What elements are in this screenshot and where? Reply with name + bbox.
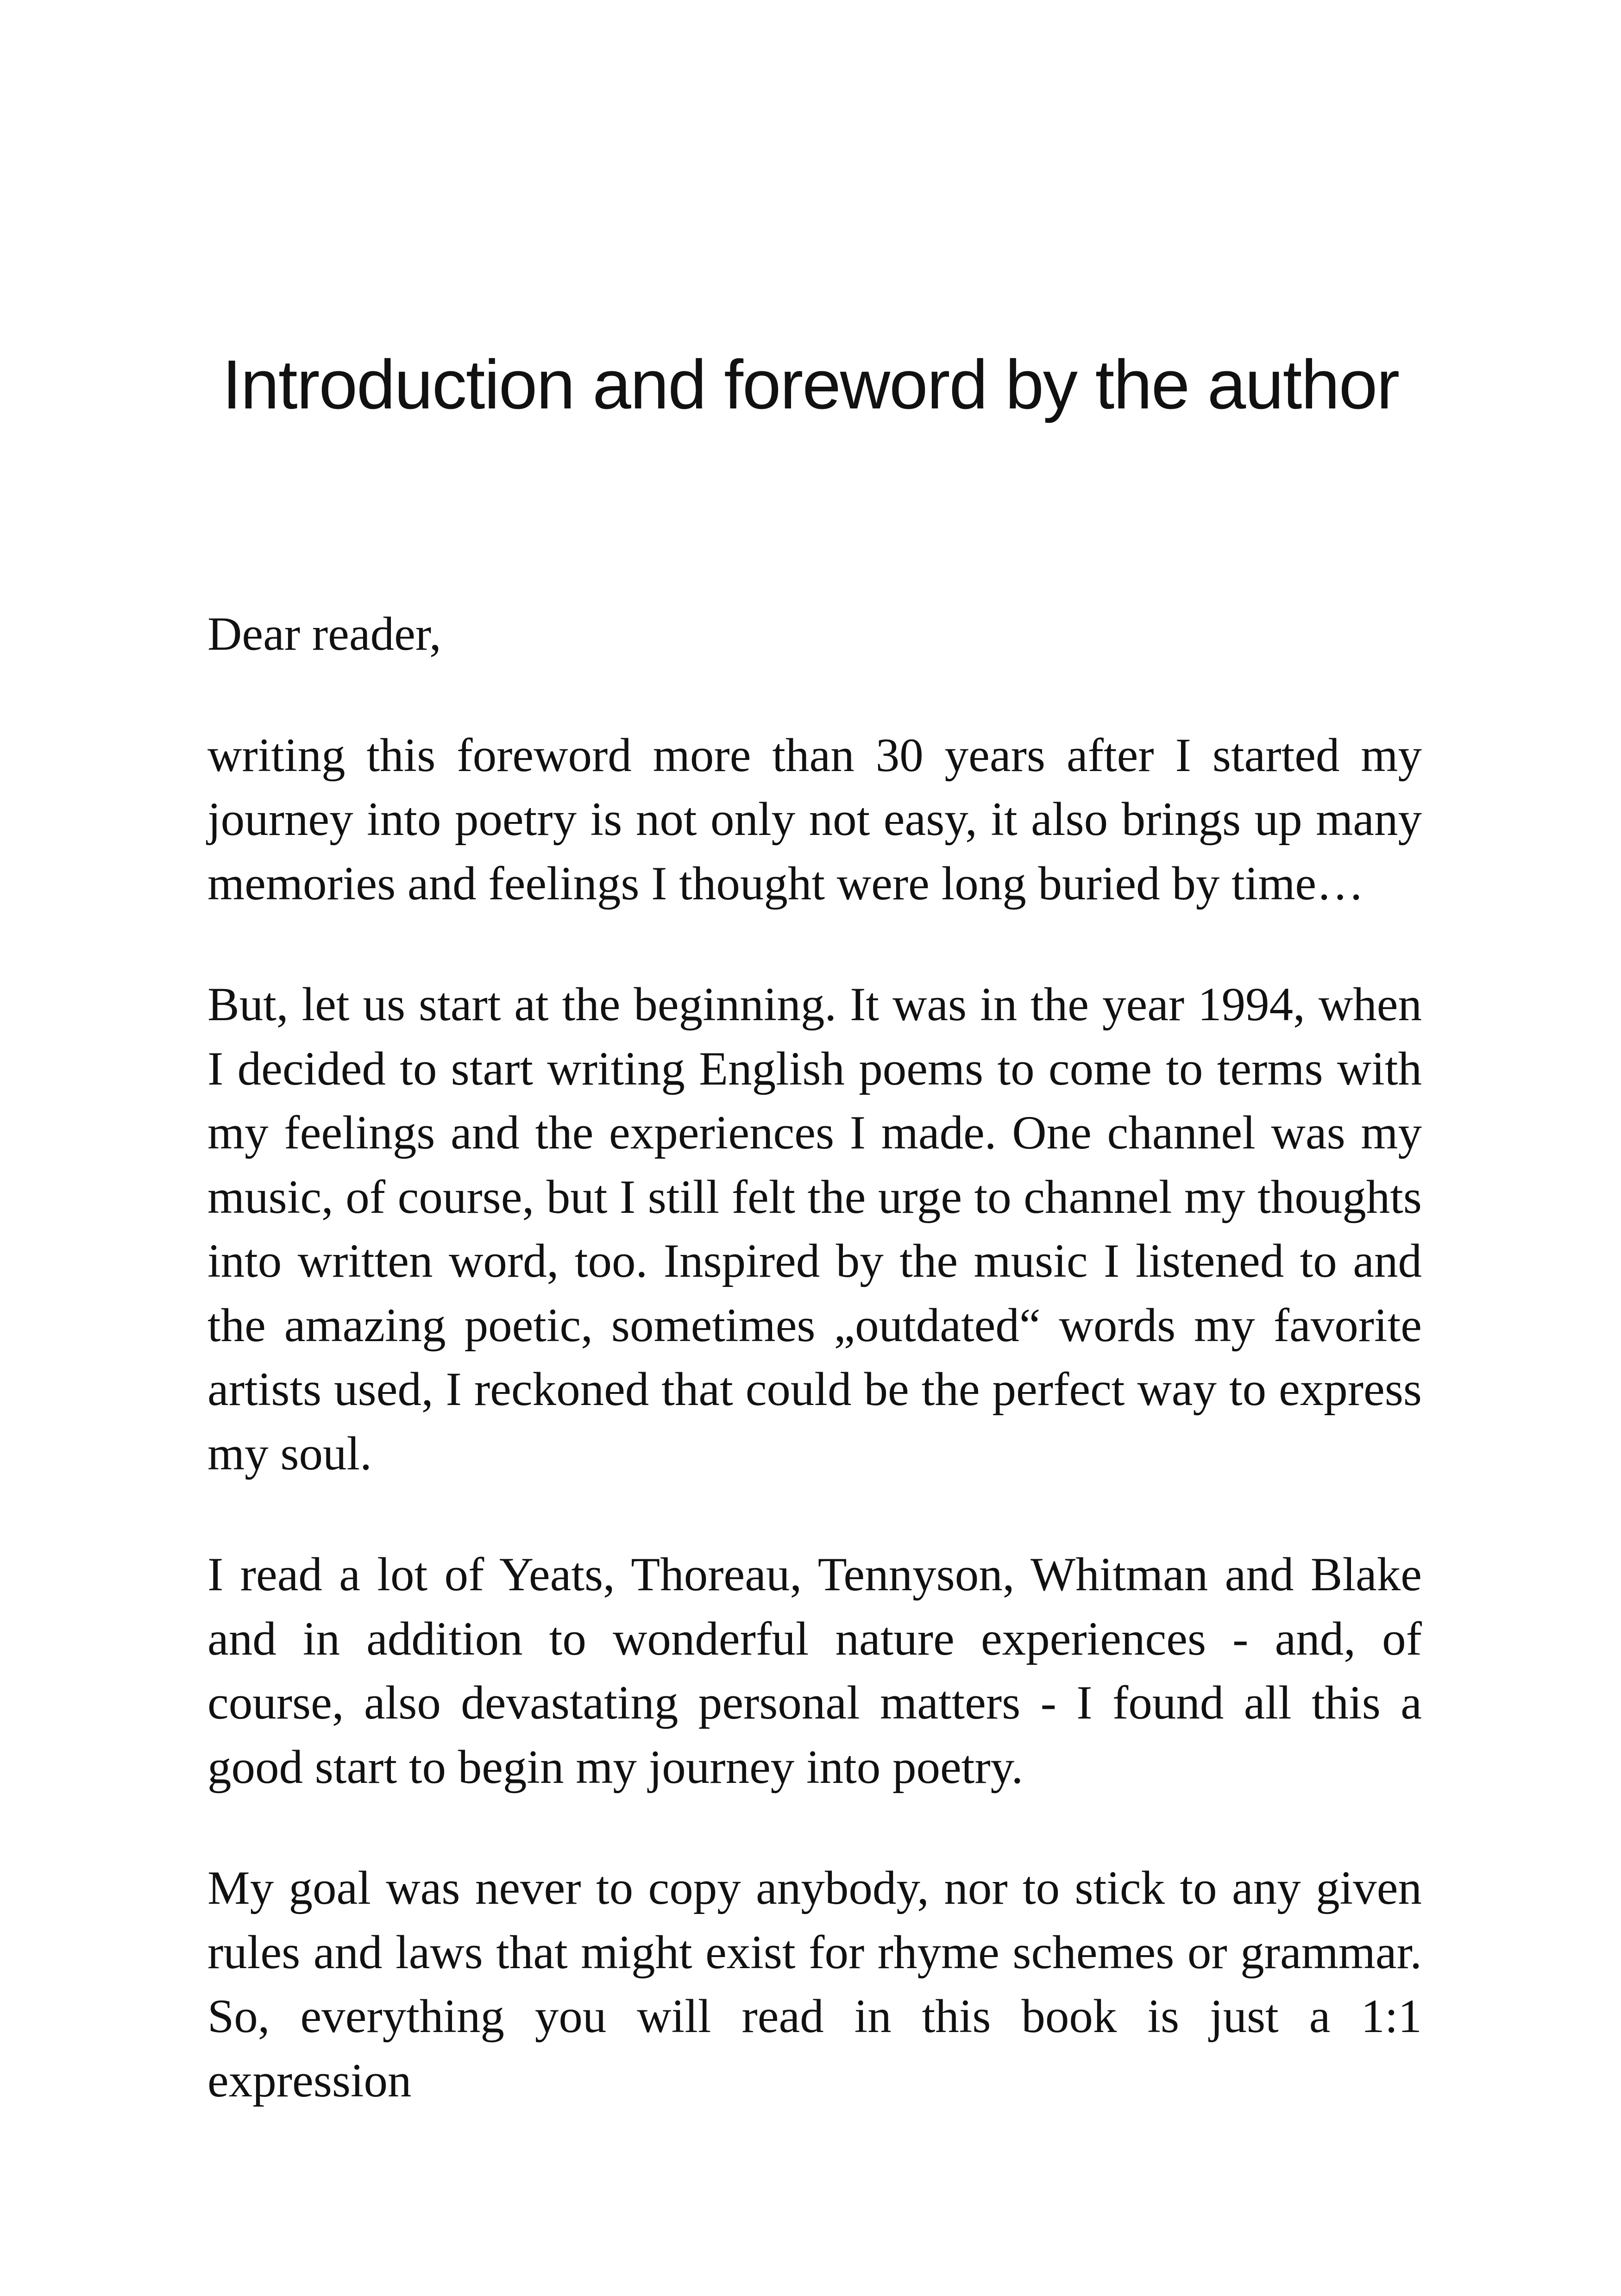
page-title: Introduction and foreword by the author [222,345,1399,423]
salutation: Dear reader, [207,608,441,660]
paragraph-2: But, let us start at the beginning. It was in the year 1994, when I decided to start writing English poems to come to terms with my feelings and the experiences I made. One channel was my music, of course, but I still felt the urge to channel my thoughts into written word, too. Inspired by the music I listened to and the amazing poetic, sometimes „outdated“ words my favorite artists used, I reckoned that could be the perfect way to express my soul. [207,978,1422,1480]
paragraph-3: I read a lot of Yeats, Thoreau, Tennyson, Whitman and Blake and in addition to wonderful nature experiences - and, of course, also devastating personal matters - I found all this a good start to begin my journey into poetry. [207,1548,1422,1794]
foreword-body [207,602,1422,2113]
paragraph-4: My goal was never to copy anybody, nor to stick to any given rules and laws that might exist for rhyme schemes or grammar. So, everything you will read in this book is just a 1:1 expression [207,1862,1422,2107]
paragraph-1: writing this foreword more than 30 years after I started my journey into poetry is not only not easy, it also brings up many memories and feelings I thought were long buried by time… [207,728,1422,910]
